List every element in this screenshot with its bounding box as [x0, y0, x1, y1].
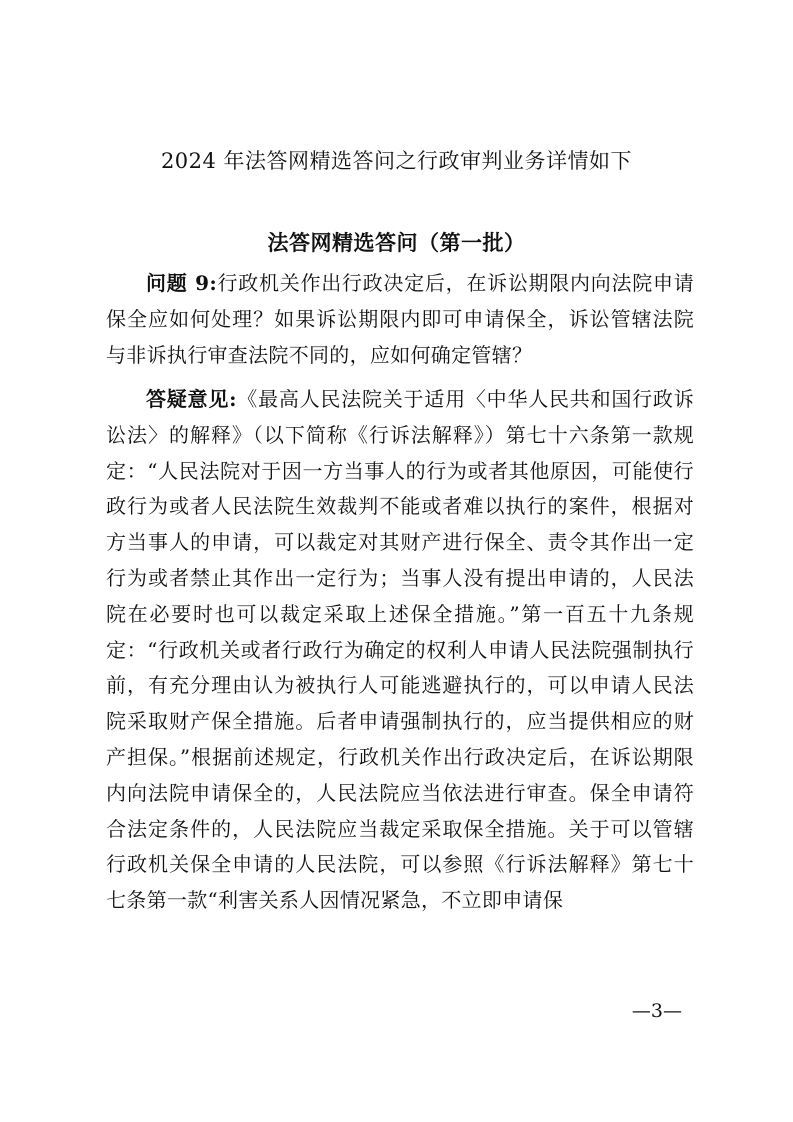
section-title: 法答网精选答问（第一批） [267, 230, 526, 255]
page-number: —3— [631, 1000, 682, 1022]
answer-label: 答疑意见: [146, 387, 237, 411]
question-text: 行政机关作出行政决定后，在诉讼期限内向法院申请保全应如何处理？如果诉讼期限内即可申请保全，诉讼管辖法院与非诉执行审查法院不同的，应如何确定管辖？ [106, 271, 694, 367]
answer-text: 《最高人民法院关于适用〈中华人民共和国行政诉讼法〉的解释》（以下简称《行诉法解释》）第七十六条第一款规定：“人民法院对于因一方当事人的行为或者其他原因，可能使行政行为或者人民法院生效裁判不能或者难以执行的案件，根据对方当事人的申请，可以裁定对其财产进行保全、责令其作出一定行为或者禁止其作出一定行为；当事人没有提出申请的，人民法院在必要时也可以裁定采取上述保全措施。”第一百五十九条规定：“行政机关或者行政行为确定的权利人申请人民法院强制执行前，有充分理由认为被执行人可能逃避执行的，可以申请人民法院采取财产保全措施。后者申请强制执行的，应当提供相应的财产担保。”根据前述规定，行政机关作出行政决定后，在诉讼期限内向法院申请保全的，人民法院应当依法进行审查。保全申请符合法定条件的，人民法院应当裁定采取保全措施。关于可以管辖行政机关保全申请的人民法院，可以参照《行诉法解释》第七十七条第一款“利害关系人因情况紧急，不立即申请保 [106, 387, 694, 913]
answer-paragraph [106, 382, 694, 919]
question-paragraph [106, 266, 694, 373]
page-title: 2024 年法答网精选答问之行政审判业务详情如下 [160, 149, 633, 173]
question-label: 问题 9: [146, 271, 218, 295]
